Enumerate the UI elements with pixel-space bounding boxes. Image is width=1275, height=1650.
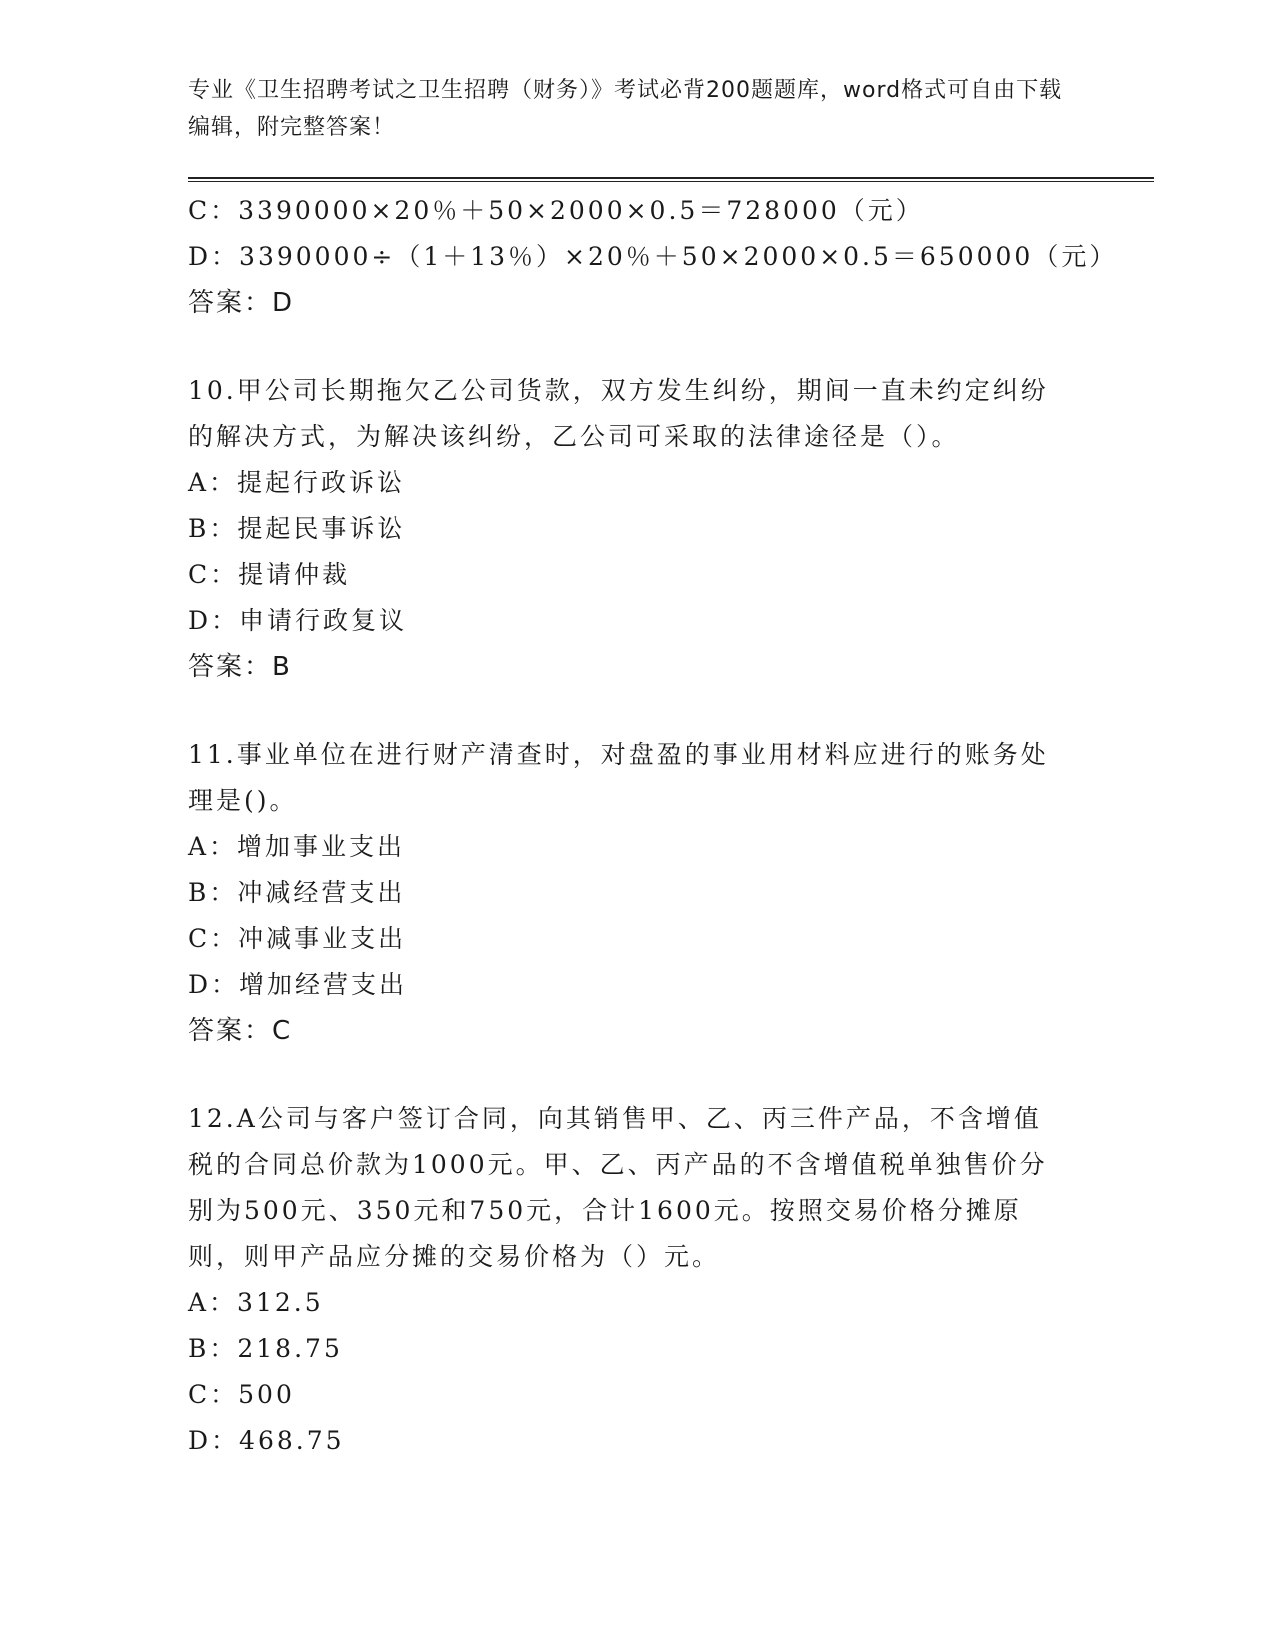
question-text: 10.甲公司长期拖欠乙公司货款，双方发生纠纷，期间一直未约定纠纷的解决方式，为解决该纠纷，乙公司可采取的法律途径是（）。 [188,376,1049,451]
option-d: D：468.75 [188,1426,345,1455]
option-b: B：提起民事诉讼 [188,514,406,543]
option-d: D：增加经营支出 [188,970,408,999]
question-12 [188,1096,1088,1464]
option-b: B：218.75 [188,1334,343,1363]
option-c: C：冲减事业支出 [188,924,407,953]
document-body [188,188,1118,1464]
option-a: A：312.5 [188,1288,324,1317]
option-b: B：冲减经营支出 [188,878,406,907]
option-c: C：500 [188,1380,295,1409]
question-10 [188,368,1088,690]
option-d: D：申请行政复议 [188,606,408,635]
answer-line: 答案：C [188,1016,293,1046]
document-header: 专业《卫生招聘考试之卫生招聘（财务）》考试必背200题题库，word格式可自由下载编辑，附完整答案！ [188,78,1063,140]
option-a: A：增加事业支出 [188,832,406,861]
question-11 [188,732,1088,1054]
question-text: 11.事业单位在进行财产清查时，对盘盈的事业用材料应进行的账务处理是()。 [188,740,1049,815]
option-c: C：提请仲裁 [188,560,351,589]
option-a: A：提起行政诉讼 [188,468,406,497]
previous-question-tail [188,188,1118,326]
answer-line: 答案：D [188,288,295,318]
option-c: C：3390000×20％＋50×2000×0.5＝728000（元） [188,196,924,225]
question-text: 12.A公司与客户签订合同，向其销售甲、乙、丙三件产品，不含增值税的合同总价款为1000元。甲、乙、丙产品的不含增值税单独售价分别为500元、350元和750元，合计1600元。按照交易价格分摊原则，则甲产品应分摊的交易价格为（）元。 [188,1104,1048,1271]
header-divider [188,177,1154,182]
answer-line: 答案：B [188,652,292,682]
option-d: D：3390000÷（1＋13％）×20％＋50×2000×0.5＝650000（元） [188,242,1118,271]
